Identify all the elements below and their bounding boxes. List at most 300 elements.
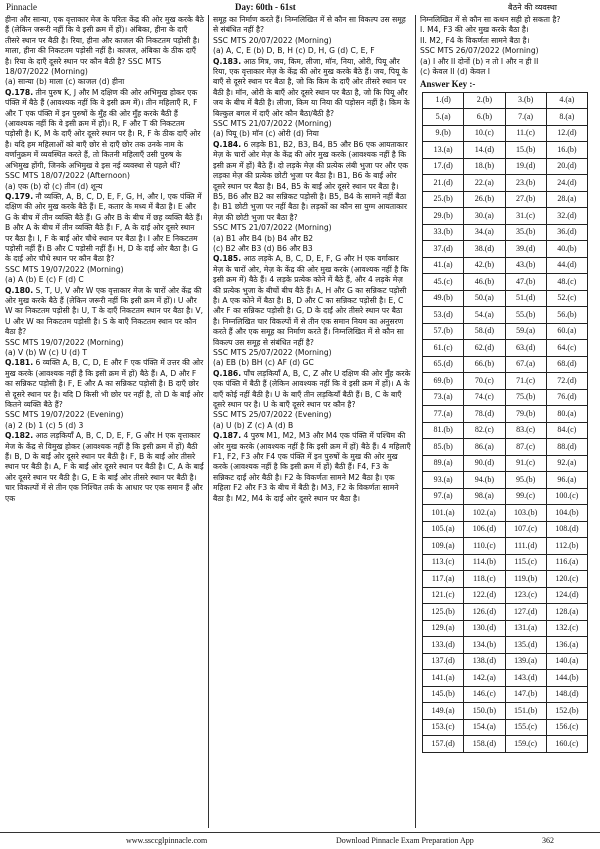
answer-key-cell: 91.(c) xyxy=(505,455,546,472)
answer-key-cell: 12.(d) xyxy=(546,125,587,142)
answer-key-cell: 124.(d) xyxy=(546,587,587,604)
answer-key-cell: 130.(d) xyxy=(464,620,505,637)
answer-key-cell: 105.(a) xyxy=(423,521,464,538)
answer-key-row xyxy=(423,455,588,472)
answer-key-cell: 128.(a) xyxy=(546,604,587,621)
answer-key-cell: 87.(c) xyxy=(505,439,546,456)
answer-key-cell: 127.(d) xyxy=(505,604,546,621)
answer-key-cell: 135.(d) xyxy=(505,637,546,654)
question-number: Q.181. xyxy=(5,358,34,368)
answer-key-cell: 90.(d) xyxy=(464,455,505,472)
question-text: (a) पियू (b) मॉन (c) ओरी (d) निया xyxy=(213,129,319,139)
answer-key-cell: 123.(c) xyxy=(505,587,546,604)
question-text: SSC MTS 21/07/2022 (Morning) xyxy=(213,119,332,129)
question-text: SSC MTS 19/07/2022 (Morning) xyxy=(5,264,124,274)
text-line xyxy=(420,36,596,46)
publisher-name: Pinnacle xyxy=(6,2,37,12)
question-text: 6 लड़के B1, B2, B3, B4, B5 और B6 एक आयताकार मेज़ के चारों ओर मेज़ के केंद्र की ओर मुख करके (आवश्यक नहीं है कि इसी क्रम में हों) बैठे हैं। दो लड़के मेज़ की प्रत्येक लंबी भुजा पर और एक लड़का मेज़ की प्रत्येक छोटी भुजा पर बैठा है। B1, B6 के बाईं ओर दूसरे स्थान पर बैठा है। B4, B5 के बाईं ओर दूसरे स्थान पर बैठा है। B5, B6 और B2 का सन्निकट पड़ोसी है। B5, B4 के सामने नहीं बैठा है। B1 छोटी भुजा पर नहीं बैठा है। लड़कों का कौन सा युग्म आयताकार मेज़ की छोटी भुजा पर बैठा है? xyxy=(213,139,411,222)
answer-key-cell: 50.(a) xyxy=(464,290,505,307)
text-line xyxy=(420,15,596,25)
answer-key-cell: 28.(a) xyxy=(546,191,587,208)
column-middle xyxy=(213,15,414,827)
answer-key-cell: 104.(b) xyxy=(546,505,587,522)
question-paragraph xyxy=(5,88,204,171)
answer-key-cell: 19.(d) xyxy=(505,158,546,175)
answer-key-cell: 54.(a) xyxy=(464,307,505,324)
answer-key-cell: 58.(d) xyxy=(464,323,505,340)
answer-key-row xyxy=(423,422,588,439)
question-number: Q.180. xyxy=(5,285,34,295)
answer-key-cell: 80.(a) xyxy=(546,406,587,423)
answer-key-cell: 129.(a) xyxy=(423,620,464,637)
answer-key-row xyxy=(423,208,588,225)
answer-key-cell: 158.(d) xyxy=(464,736,505,753)
question-text: S, T, U, V और W एक वृत्ताकार मेज के चारों ओर केंद्र की ओर मुख करके बैठे हैं (लेकिन जरूरी नहीं कि इसी क्रम में हों)। U और W का निकटतम पड़ोसी है। U, T के दाएँ निकटतम स्थान पर बैठा है। V, U और W का निकटतम पड़ोसी है। S के बाएँ निकटतम स्थान पर कौन बैठा है? xyxy=(5,285,206,337)
answer-key-row xyxy=(423,241,588,258)
question-text: SSC MTS 25/07/2022 (Evening) xyxy=(213,410,332,420)
text-line xyxy=(213,358,411,368)
answer-key-cell: 43.(b) xyxy=(505,257,546,274)
answer-key-cell: 100.(c) xyxy=(546,488,587,505)
answer-key-cell: 86.(a) xyxy=(464,439,505,456)
answer-key-cell: 27.(b) xyxy=(505,191,546,208)
answer-key-cell: 77.(a) xyxy=(423,406,464,423)
text-line xyxy=(213,15,411,36)
question-paragraph xyxy=(5,358,204,410)
answer-key-cell: 97.(a) xyxy=(423,488,464,505)
question-paragraph xyxy=(213,57,411,119)
question-paragraph xyxy=(213,369,411,411)
answer-key-cell: 155.(c) xyxy=(505,719,546,736)
question-text: निम्नलिखित में से कौन सा कथन सही हो सकता है? xyxy=(420,15,561,24)
answer-key-cell: 98.(a) xyxy=(464,488,505,505)
answer-key-row xyxy=(423,719,588,736)
answer-key-cell: 75.(b) xyxy=(505,389,546,406)
answer-key-row xyxy=(423,92,588,109)
answer-key-cell: 140.(a) xyxy=(546,653,587,670)
page-header xyxy=(0,0,600,14)
text-line xyxy=(213,36,411,46)
question-number: Q.187. xyxy=(213,431,242,441)
answer-key-cell: 81.(b) xyxy=(423,422,464,439)
answer-key-cell: 160.(c) xyxy=(546,736,587,753)
answer-key-cell: 126.(d) xyxy=(464,604,505,621)
question-text: I. M4, F3 की ओर मुख करके बैठा है। xyxy=(420,25,529,35)
question-text: SSC MTS 18/07/2022 (Afternoon) xyxy=(5,171,130,181)
answer-key-cell: 16.(b) xyxy=(546,142,587,159)
question-text: SSC MTS 20/07/2022 (Morning) xyxy=(213,35,332,45)
answer-key-cell: 66.(b) xyxy=(464,356,505,373)
answer-key-cell: 136.(a) xyxy=(546,637,587,654)
answer-key-cell: 78.(d) xyxy=(464,406,505,423)
question-text: II. M2, F4 के विकर्णतः सामने बैठा है। xyxy=(420,35,530,45)
answer-key-row xyxy=(423,191,588,208)
question-text: (c) B2 और B3 (d) B6 और B3 xyxy=(213,243,313,253)
answer-key-cell: 84.(c) xyxy=(546,422,587,439)
answer-key-cell: 42.(b) xyxy=(464,257,505,274)
answer-key-row xyxy=(423,340,588,357)
answer-key-cell: 95.(b) xyxy=(505,472,546,489)
answer-key-row xyxy=(423,554,588,571)
text-line xyxy=(5,77,204,87)
answer-key-cell: 69.(b) xyxy=(423,373,464,390)
answer-key-cell: 44.(d) xyxy=(546,257,587,274)
text-line xyxy=(5,15,207,77)
answer-key-cell: 74.(c) xyxy=(464,389,505,406)
answer-key-cell: 117.(a) xyxy=(423,571,464,588)
question-text: (a) एक (b) दो (c) तीन (d) शून्य xyxy=(5,181,103,191)
answer-key-cell: 85.(b) xyxy=(423,439,464,456)
answer-key-cell: 68.(d) xyxy=(546,356,587,373)
text-line xyxy=(5,410,204,420)
answer-key-cell: 108.(d) xyxy=(546,521,587,538)
answer-key-cell: 134.(b) xyxy=(464,637,505,654)
answer-key-row xyxy=(423,125,588,142)
answer-key-cell: 120.(c) xyxy=(546,571,587,588)
answer-key-cell: 157.(d) xyxy=(423,736,464,753)
answer-key-cell: 56.(b) xyxy=(546,307,587,324)
page-number: 362 xyxy=(542,836,554,845)
text-line xyxy=(213,119,411,129)
answer-key-cell: 1.(d) xyxy=(423,92,464,109)
answer-key-cell: 76.(d) xyxy=(546,389,587,406)
answer-key-cell: 112.(b) xyxy=(546,538,587,555)
answer-key-row xyxy=(423,505,588,522)
answer-key-cell: 131.(a) xyxy=(505,620,546,637)
answer-key-cell: 132.(c) xyxy=(546,620,587,637)
answer-key-cell: 15.(b) xyxy=(505,142,546,159)
answer-key-cell: 145.(b) xyxy=(423,686,464,703)
footer-app-promo: Download Pinnacle Exam Preparation App xyxy=(336,836,474,845)
answer-key-cell: 83.(c) xyxy=(505,422,546,439)
answer-key-cell: 101.(a) xyxy=(423,505,464,522)
question-number: Q.179. xyxy=(5,191,34,201)
answer-key-row xyxy=(423,604,588,621)
text-line xyxy=(5,275,204,285)
answer-key-cell: 33.(b) xyxy=(423,224,464,241)
question-text: तीन पुरुष K, J और M दक्षिण की ओर अभिमुख होकर एक पंक्ति में बैठे हैं (आवश्यक नहीं कि वे इसी क्रम में)। तीन महिलाएँ R, F और T एक पंक्ति में इन पुरुषों के मुँह की ओर मुँह करके बैठी हैं (आवश्यक नहीं कि वे इसी क्रम में हों)। R, F और T की निकटतम पड़ोसी है। K, M के दाएँ ओर दूसरे स्थान पर है। R, F के ठीक दाएँ ओर है। यदि हम महिलाओं को बाएँ छोर से दाएँ छोर तक उनके नाम के वर्णानुक्रम में व्यवस्थित करते हैं, तो कितनी महिलाएँ उसी पुरुष के अभिमुख होंगी, जिनके अभिमुख वे इस नई व्यवस्था से पहले थीं? xyxy=(5,87,203,170)
answer-key-cell: 125.(b) xyxy=(423,604,464,621)
answer-key-cell: 102.(a) xyxy=(464,505,505,522)
column-right xyxy=(420,15,596,827)
answer-key-cell: 52.(c) xyxy=(546,290,587,307)
text-line xyxy=(213,223,411,233)
answer-key-cell: 18.(b) xyxy=(464,158,505,175)
answer-key-cell: 35.(b) xyxy=(505,224,546,241)
question-text: SSC MTS 19/07/2022 (Morning) xyxy=(5,337,124,347)
answer-key-cell: 3.(b) xyxy=(505,92,546,109)
answer-key-cell: 133.(d) xyxy=(423,637,464,654)
answer-key-cell: 22.(a) xyxy=(464,175,505,192)
question-text: SSC MTS 19/07/2022 (Evening) xyxy=(5,410,124,420)
column-divider xyxy=(208,15,209,828)
answer-key-cell: 63.(d) xyxy=(505,340,546,357)
answer-key-row xyxy=(423,637,588,654)
text-line xyxy=(5,338,204,348)
answer-key-cell: 154.(a) xyxy=(464,719,505,736)
text-line xyxy=(213,421,411,431)
answer-key-cell: 92.(a) xyxy=(546,455,587,472)
answer-key-cell: 57.(b) xyxy=(423,323,464,340)
answer-key-cell: 107.(c) xyxy=(505,521,546,538)
answer-key-cell: 64.(c) xyxy=(546,340,587,357)
answer-key-cell: 14.(d) xyxy=(464,142,505,159)
answer-key-cell: 8.(a) xyxy=(546,109,587,126)
answer-key-cell: 24.(d) xyxy=(546,175,587,192)
answer-key-cell: 138.(d) xyxy=(464,653,505,670)
answer-key-cell: 7.(a) xyxy=(505,109,546,126)
answer-key-row xyxy=(423,290,588,307)
answer-key-cell: 5.(a) xyxy=(423,109,464,126)
answer-key-cell: 6.(b) xyxy=(464,109,505,126)
answer-key-cell: 113.(c) xyxy=(423,554,464,571)
question-paragraph xyxy=(213,431,414,504)
answer-key-cell: 30.(a) xyxy=(464,208,505,225)
answer-key-cell: 20.(d) xyxy=(546,158,587,175)
answer-key-row xyxy=(423,521,588,538)
answer-key-cell: 2.(b) xyxy=(464,92,505,109)
question-text: (a) B1 और B4 (b) B4 और B2 xyxy=(213,233,314,243)
answer-key-cell: 55.(b) xyxy=(505,307,546,324)
answer-key-row xyxy=(423,571,588,588)
answer-key-row xyxy=(423,142,588,159)
answer-key-row xyxy=(423,389,588,406)
answer-key-cell: 60.(a) xyxy=(546,323,587,340)
answer-key-row xyxy=(423,257,588,274)
answer-key-cell: 29.(b) xyxy=(423,208,464,225)
question-text: SSC MTS 26/07/2022 (Morning) xyxy=(420,46,539,56)
answer-key-cell: 156.(c) xyxy=(546,719,587,736)
answer-key-cell: 32.(d) xyxy=(546,208,587,225)
text-line xyxy=(213,46,411,56)
text-line xyxy=(5,265,204,275)
question-text: आठ लड़कियाँ A, B, C, D, E, F, G और H एक वृत्ताकार मेज के केंद्र से विमुख होकर (आवश्यक नहीं है कि इसी क्रम में हों) बैठी हैं। B, D के बाईं ओर दूसरे स्थान पर बैठी है। F, B के बाईं ओर तीसरे स्थान पर बैठी है। A, F के बाईं ओर दूसरे स्थान पर बैठी है। C, A के बाईं ओर दूसरे स्थान पर बैठी है। G, E के बाईं ओर तीसरे स्थान पर बैठी है। चार विकल्पों में से तीन एक निश्चित तर्क के आधार पर एक समान हैं और एक xyxy=(5,431,206,503)
answer-key-row xyxy=(423,620,588,637)
answer-key-title: Answer Key :- xyxy=(420,79,476,90)
answer-key-row xyxy=(423,274,588,291)
answer-key-cell: 137.(d) xyxy=(423,653,464,670)
answer-key-cell: 149.(a) xyxy=(423,703,464,720)
question-text: आठ मित्र, जय, किम, लीजा, मॉन, निया, ओरी, पियू और रिया, एक वृत्ताकार मेज़ के केंद्र की ओर मुख करके बैठे हैं। जय, पियू के बाएँ से दूसरे स्थान पर बैठा है, जो कि किम के दाएँ ओर तीसरे स्थान पर बैठी है। मॉन, ओरी के बाएँ ओर दूसरे स्थान पर बैठा है, जो कि पियू और जय के बीच में बैठी है। लीजा, किम या निया की पड़ोसन नहीं है। किम के बिल्कुल बगल में दाएँ ओर कौन बैठा/बैठी है? xyxy=(213,56,412,118)
question-number: Q.182. xyxy=(5,431,34,441)
answer-key-cell: 93.(a) xyxy=(423,472,464,489)
answer-key-cell: 41.(a) xyxy=(423,257,464,274)
column-divider xyxy=(415,15,416,828)
footer-website: www.ssccglpinnacle.com xyxy=(126,836,208,845)
answer-key-cell: 65.(d) xyxy=(423,356,464,373)
answer-key-cell: 53.(d) xyxy=(423,307,464,324)
answer-key-cell: 26.(b) xyxy=(464,191,505,208)
answer-key-cell: 103.(b) xyxy=(505,505,546,522)
answer-key-row xyxy=(423,587,588,604)
answer-key-cell: 67.(a) xyxy=(505,356,546,373)
answer-key-cell: 45.(c) xyxy=(423,274,464,291)
answer-key-cell: 73.(a) xyxy=(423,389,464,406)
text-line xyxy=(420,46,596,56)
answer-key-row xyxy=(423,158,588,175)
day-label: Day: 60th - 61st xyxy=(235,2,296,12)
question-text: नौ व्यक्ति, A, B, C, D, E, F, G, H, और I, एक पंक्ति में दक्षिण की ओर मुख करके बैठे हैं। E, कतार के मध्य में बैठा है। E और G के बीच में तीन व्यक्ति बैठे हैं। G और B के बीच में छह व्यक्ति बैठे हैं। B और A के बीच में तीन व्यक्ति बैठे हैं। F, A के दाईं ओर दूसरे स्थान पर बैठा है। I, F के बाईं ओर चौथे स्थान पर बैठा है। I और E निकटतम पड़ोसी नहीं हैं। B और C पड़ोसी नहीं हैं। H, D के दाईं ओर बैठा है। G के दाईं ओर चौथे स्थान पर कौन बैठा है? xyxy=(5,191,206,264)
question-paragraph xyxy=(213,140,411,223)
question-number: Q.183. xyxy=(213,56,242,66)
question-paragraph xyxy=(5,192,204,265)
answer-key-cell: 48.(c) xyxy=(546,274,587,291)
answer-key-cell: 122.(d) xyxy=(464,587,505,604)
question-text: (a) EB (b) BH (c) AF (d) GC xyxy=(213,358,314,368)
question-text: (a) A (b) E (c) F (d) C xyxy=(5,275,84,285)
answer-key-row xyxy=(423,653,588,670)
answer-key-cell: 36.(d) xyxy=(546,224,587,241)
answer-key-cell: 25.(b) xyxy=(423,191,464,208)
answer-key-cell: 94.(b) xyxy=(464,472,505,489)
answer-key-cell: 143.(d) xyxy=(505,670,546,687)
answer-key-cell: 118.(c) xyxy=(464,571,505,588)
answer-key-row xyxy=(423,356,588,373)
answer-key-cell: 96.(a) xyxy=(546,472,587,489)
answer-key-cell: 51.(d) xyxy=(505,290,546,307)
answer-key-cell: 89.(a) xyxy=(423,455,464,472)
answer-key-cell: 70.(c) xyxy=(464,373,505,390)
answer-key-row xyxy=(423,406,588,423)
question-number: Q.185. xyxy=(213,254,242,264)
answer-key-cell: 10.(c) xyxy=(464,125,505,142)
answer-key-cell: 150.(b) xyxy=(464,703,505,720)
answer-key-cell: 144.(b) xyxy=(546,670,587,687)
answer-key-cell: 148.(d) xyxy=(546,686,587,703)
answer-key-cell: 11.(c) xyxy=(505,125,546,142)
answer-key-cell: 121.(c) xyxy=(423,587,464,604)
answer-key-cell: 47.(b) xyxy=(505,274,546,291)
question-text: SSC MTS 25/07/2022 (Morning) xyxy=(213,348,332,357)
text-line xyxy=(5,348,204,358)
text-line xyxy=(213,234,411,244)
text-line xyxy=(420,67,596,77)
answer-key-row xyxy=(423,439,588,456)
continued-question xyxy=(420,15,596,77)
answer-key-row xyxy=(423,472,588,489)
answer-key-row xyxy=(423,373,588,390)
topic-title: बैठने की व्यवस्था xyxy=(508,3,557,12)
answer-key-cell: 153.(c) xyxy=(423,719,464,736)
question-text: (a) सान्या (b) माला (c) काजल (d) हीना xyxy=(5,77,125,87)
question-text: (a) U (b) Z (c) A (d) B xyxy=(213,420,294,430)
page-footer xyxy=(0,832,600,849)
answer-key-cell: 13.(a) xyxy=(423,142,464,159)
answer-key-cell: 114.(b) xyxy=(464,554,505,571)
text-line xyxy=(5,171,204,181)
text-line xyxy=(5,421,204,431)
text-line xyxy=(213,129,411,139)
question-text: (a) I और II दोनों (b) न तो I और न ही II xyxy=(420,56,539,66)
text-line xyxy=(420,57,596,67)
question-text: (a) V (b) W (c) U (d) T xyxy=(5,348,87,357)
question-number: Q.178. xyxy=(5,87,34,97)
answer-key-cell: 116.(a) xyxy=(546,554,587,571)
text-line xyxy=(213,244,411,254)
answer-key-cell: 21.(d) xyxy=(423,175,464,192)
answer-key-cell: 4.(a) xyxy=(546,92,587,109)
question-paragraph xyxy=(5,286,204,338)
answer-key-cell: 49.(b) xyxy=(423,290,464,307)
question-paragraph xyxy=(5,431,204,504)
question-text: SSC MTS 21/07/2022 (Morning) xyxy=(213,223,332,233)
answer-key-cell: 141.(a) xyxy=(423,670,464,687)
question-text: 6 व्यक्ति A, B, C, D, E और F एक पंक्ति में उत्तर की ओर मुख करके (आवश्यक नहीं है कि इसी क्रम में हों) बैठे हैं। A, D और F का सन्निकट पड़ोसी है। F, E और A का सन्निकट पड़ोसी है। B दाएँ छोर से दूसरे स्थान पर है। यदि D किसी भी छोर पर नहीं है, तो D के बाईं ओर कितने व्यक्ति बैठे हैं? xyxy=(5,358,206,410)
answer-key-cell: 71.(c) xyxy=(505,373,546,390)
answer-key-cell: 110.(c) xyxy=(464,538,505,555)
answer-key-row xyxy=(423,175,588,192)
answer-key-cell: 9.(b) xyxy=(423,125,464,142)
answer-key-row xyxy=(423,736,588,753)
question-paragraph xyxy=(213,254,411,348)
answer-key-row xyxy=(423,307,588,324)
answer-key-cell: 146.(c) xyxy=(464,686,505,703)
answer-key-cell: 59.(a) xyxy=(505,323,546,340)
answer-key-row xyxy=(423,109,588,126)
answer-key-cell: 99.(c) xyxy=(505,488,546,505)
question-text: (c) केवल II (d) केवल I xyxy=(420,67,491,77)
answer-key-cell: 61.(c) xyxy=(423,340,464,357)
answer-key-cell: 34.(a) xyxy=(464,224,505,241)
answer-key-cell: 62.(d) xyxy=(464,340,505,357)
answer-key-cell: 151.(b) xyxy=(505,703,546,720)
answer-key-row xyxy=(423,670,588,687)
question-text: हीना और सान्या, एक वृत्ताकार मेज के परितः केंद्र की ओर मुख करके बैठे हैं (लेकिन जरूरी नहीं कि वे इसी क्रम में हों)। अंबिका, हीना के दाएँ तीसरे स्थान पर बैठी है। रिया, हीना और काजल की निकटतम पड़ोसी है। माला, हीना की निकटतम पड़ोसी नहीं है। काजल, अंबिका के ठीक दाएँ है। रिया के दाएँ दूसरे स्थान पर कौन बैठी है? SSC MTS 18/07/2022 (Morning) xyxy=(5,15,207,77)
answer-key-row xyxy=(423,686,588,703)
answer-key-cell: 152.(b) xyxy=(546,703,587,720)
question-number: Q.186. xyxy=(213,368,242,378)
answer-key-cell: 38.(d) xyxy=(464,241,505,258)
question-text: पाँच लड़कियाँ A, B, C, Z और U दक्षिण की ओर मुँह करके एक पंक्ति में बैठी हैं (लेकिन आवश्यक नहीं कि वे इसी क्रम में हों)। A के दाएँ कोई नहीं बैठी है। U के बाएँ तीन लड़कियाँ बैठी हैं। B, C के बाएँ दूसरे स्थान पर है। U के बाएँ दूसरे स्थान पर कौन है? xyxy=(213,368,413,410)
answer-key-cell: 23.(b) xyxy=(505,175,546,192)
answer-key-cell: 88.(d) xyxy=(546,439,587,456)
column-left xyxy=(5,15,207,827)
answer-key-cell: 159.(c) xyxy=(505,736,546,753)
text-line xyxy=(213,348,411,358)
question-text: (a) 2 (b) 1 (c) 5 (d) 3 xyxy=(5,420,84,430)
answer-key-table xyxy=(422,92,588,753)
answer-key-cell: 37.(d) xyxy=(423,241,464,258)
answer-key-cell: 115.(c) xyxy=(505,554,546,571)
answer-key-cell: 109.(a) xyxy=(423,538,464,555)
answer-key-cell: 72.(d) xyxy=(546,373,587,390)
answer-key-cell: 82.(c) xyxy=(464,422,505,439)
text-line xyxy=(420,25,596,35)
text-line xyxy=(5,182,204,192)
question-text: 4 पुरुष M1, M2, M3 और M4 एक पंक्ति में पश्चिम की ओर मुख करके (आवश्यक नहीं है कि इसी क्रम में हों) बैठे हैं। 4 महिलाएँ F1, F2, F3 और F4 एक पंक्ति में इन पुरुषों के मुख की ओर मुख करके (आवश्यक नहीं है कि इसी क्रम में हों) बैठी हैं। F4, F3 के सन्निकट दाईं ओर बैठी है। F2 के विकर्णतः सामने M2 बैठा है। एक महिला F2 और F3 के बीच में बैठी है। M3, F2 के विकर्णतः सामने बैठा है। M2, M4 के दाईं ओर दूसरे स्थान पर बैठा है। xyxy=(213,431,414,503)
answer-key-row xyxy=(423,488,588,505)
answer-key-cell: 31.(c) xyxy=(505,208,546,225)
answer-key-cell: 106.(d) xyxy=(464,521,505,538)
answer-key-cell: 147.(b) xyxy=(505,686,546,703)
answer-key-cell: 46.(b) xyxy=(464,274,505,291)
question-text: समूह का निर्माण करते हैं। निम्नलिखित में से कौन सा विकल्प उस समूह से संबंधित नहीं है? xyxy=(213,15,409,35)
answer-key-row xyxy=(423,224,588,241)
answer-key-cell: 142.(a) xyxy=(464,670,505,687)
answer-key-cell: 40.(b) xyxy=(546,241,587,258)
question-text: (a) A, C, E (b) D, B, H (c) D, H, G (d) C, E, F xyxy=(213,46,375,56)
text-line xyxy=(213,410,411,420)
answer-key-cell: 79.(b) xyxy=(505,406,546,423)
question-text: आठ लड़के A, B, C, D, E, F, G और H एक वर्गाकार मेज़ के चारों ओर, मेज़ के केंद्र की ओर मुख करके (आवश्यक नहीं है कि इसी क्रम में) बैठे हैं। 4 लड़के प्रत्येक कोने में बैठे हैं, और 4 लड़के मेज़ की प्रत्येक भुजा के बीचों बीच बैठे हैं। A, H और G का सन्निकट पड़ोसी है। A एक कोने में बैठा है। B, D और C का सन्निकट पड़ोसी है। E, C और F का सन्निकट पड़ोसी है। G, D के दाईं ओर तीसरे स्थान पर बैठा है। निम्नलिखित चार विकल्पों में से तीन एक समान नियम का अनुसरण करते हैं और एक समूह का निर्माण करते हैं। निम्नलिखित में से कौन सा विकल्प उस समूह से संबंधित नहीं है? xyxy=(213,254,411,347)
answer-key-cell: 39.(d) xyxy=(505,241,546,258)
answer-key-cell: 17.(d) xyxy=(423,158,464,175)
answer-key-cell: 119.(b) xyxy=(505,571,546,588)
answer-key-cell: 111.(d) xyxy=(505,538,546,555)
answer-key-row xyxy=(423,538,588,555)
question-number: Q.184. xyxy=(213,139,242,149)
answer-key-cell: 139.(a) xyxy=(505,653,546,670)
